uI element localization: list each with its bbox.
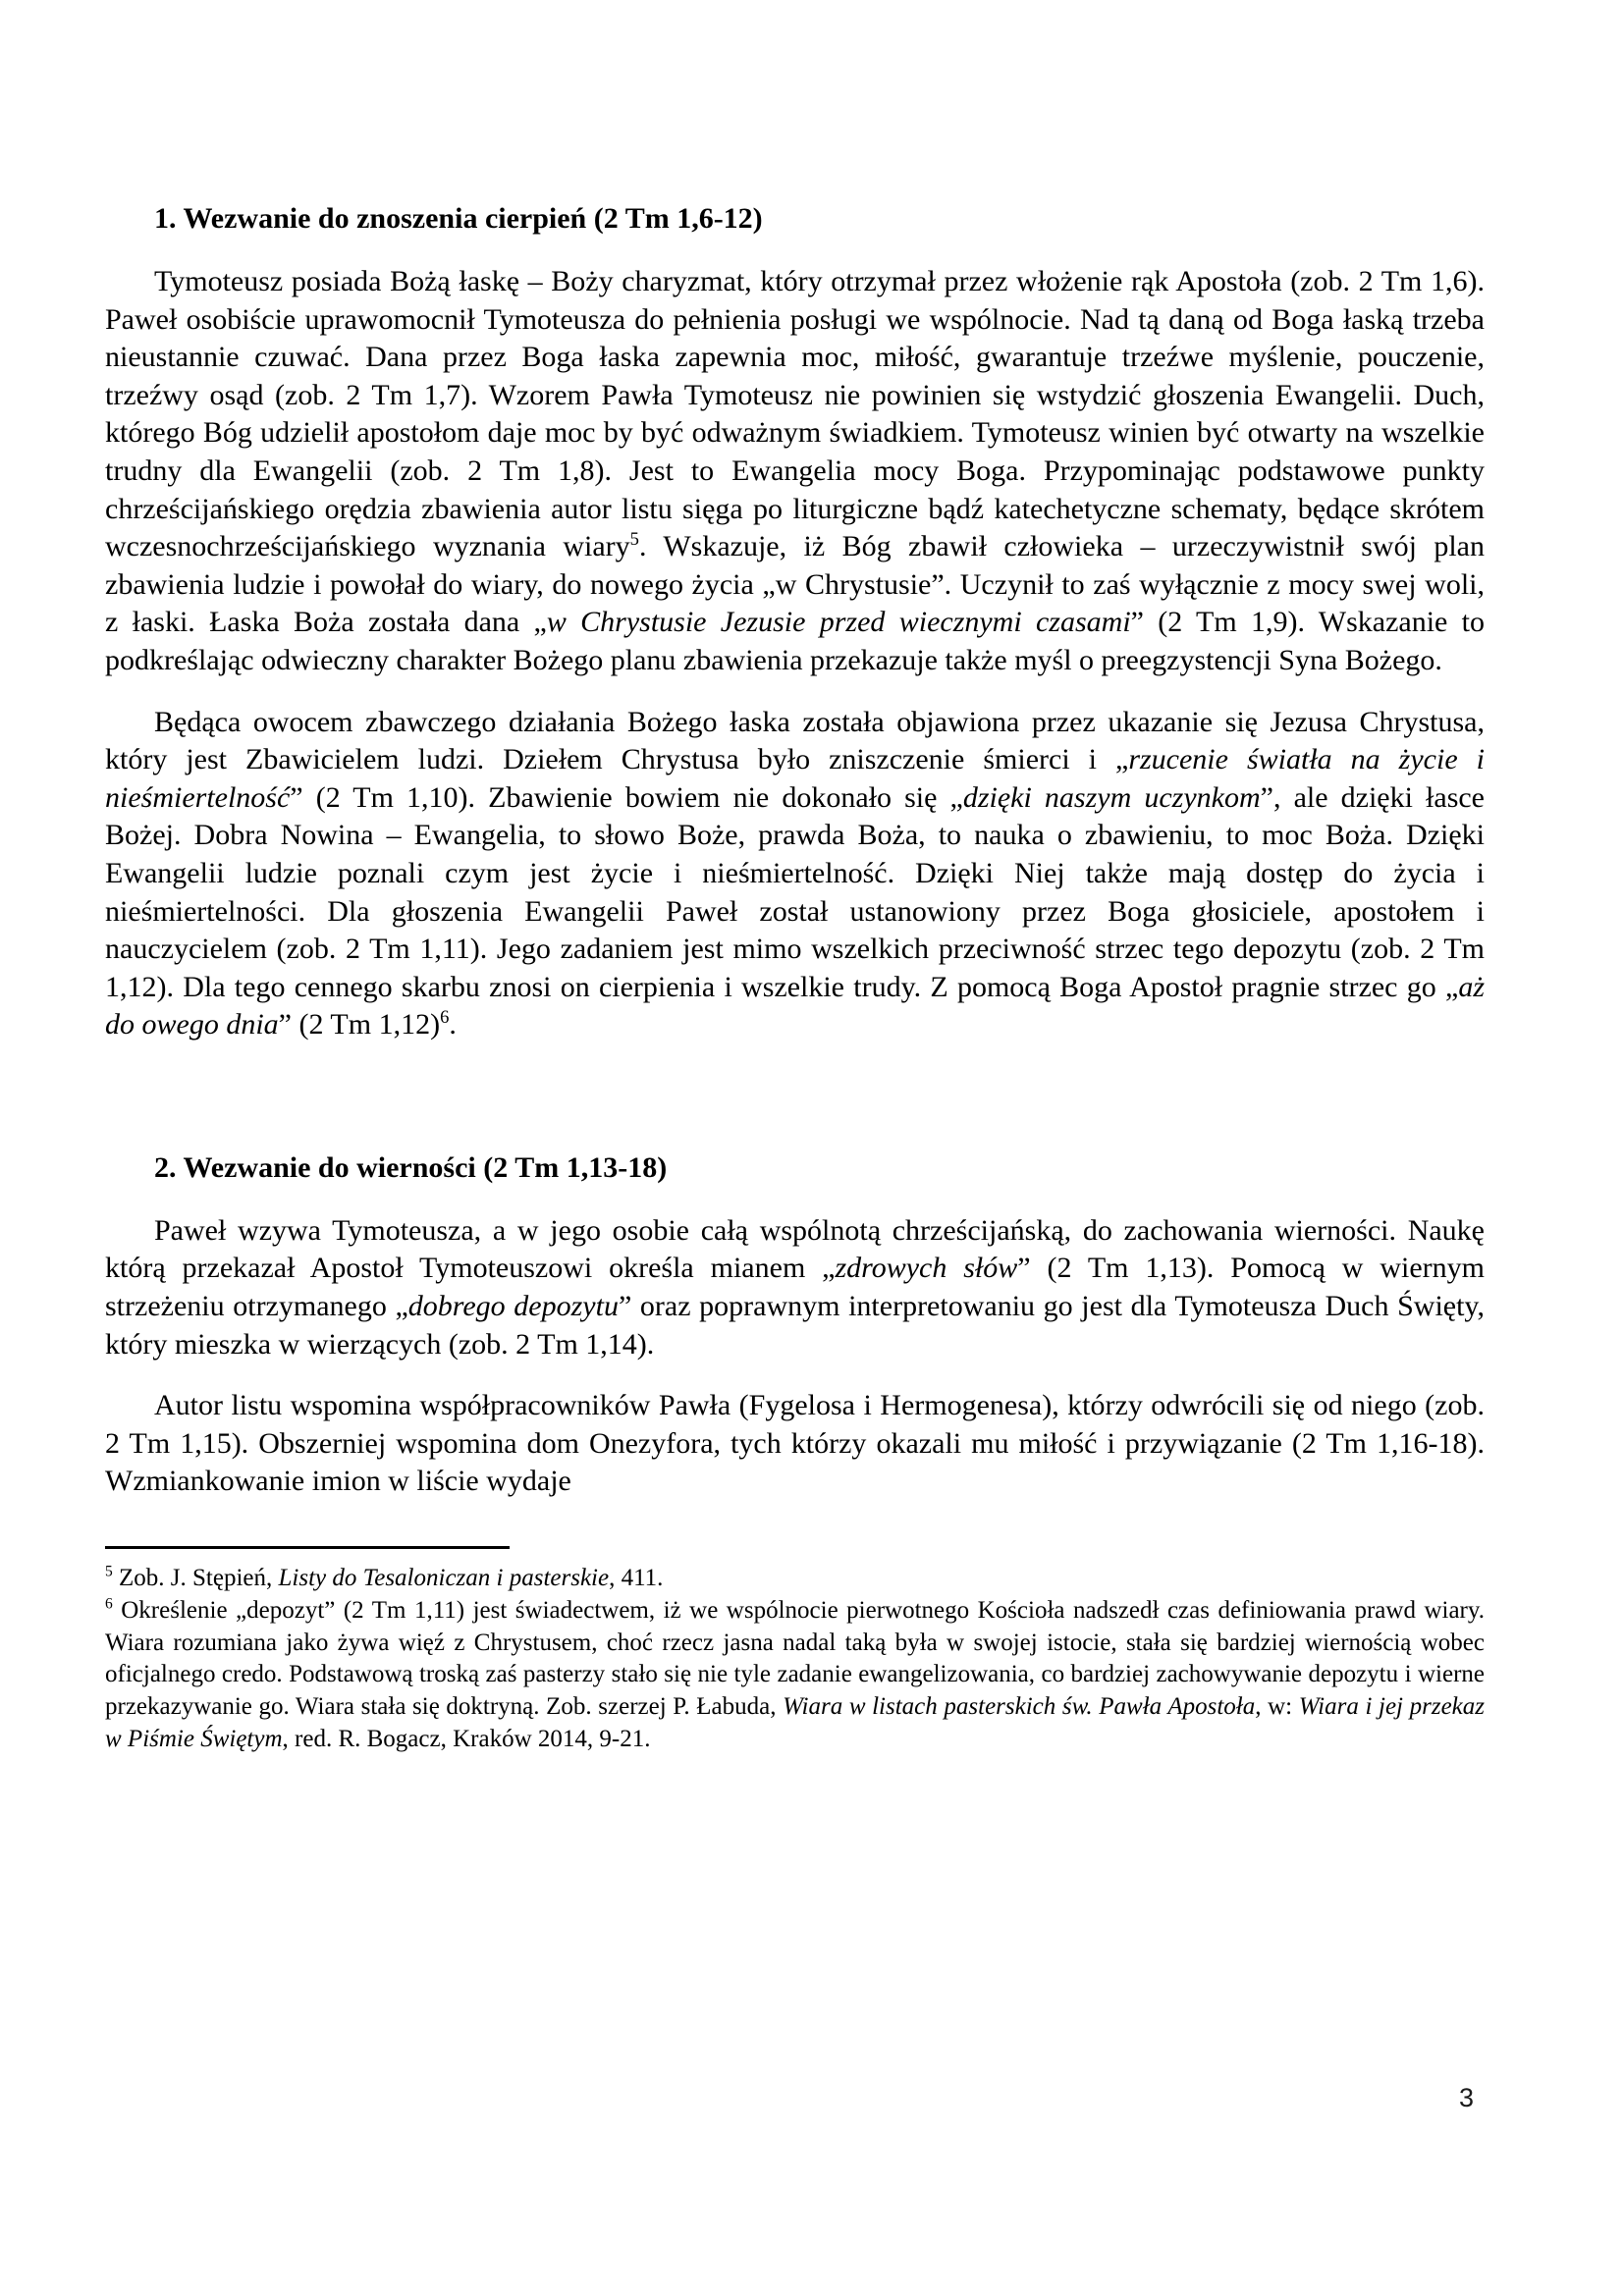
footnote-section: [105, 1546, 1485, 1756]
footnote-reference: 6: [105, 1595, 113, 1613]
text-run: aż do owego dnia: [105, 970, 1485, 1041]
text-run: dzięki naszym uczynkom: [962, 780, 1261, 814]
text-run: .: [449, 1008, 457, 1041]
text-run: , 411.: [609, 1565, 664, 1592]
text-run: Wiara i jej przekaz w Piśmie Świętym: [105, 1693, 1485, 1753]
text-run: ” (2 Tm 1,12): [278, 1008, 441, 1041]
text-run: ” oraz poprawnym interpretowaniu go jest dla Tymoteusza Duch Święty, który mieszka w wierzących (zob. 2 Tm 1,14).: [105, 1290, 1485, 1361]
body-paragraph-3: [105, 1212, 1485, 1363]
section-heading-2: [105, 1148, 1485, 1187]
text-run: 1. Wezwanie do znoszenia cierpień (2 Tm 1,6-12): [154, 202, 763, 235]
footnote-5: [105, 1563, 1485, 1595]
text-run: w Chrystusie Jezusie przed wiecznymi czasami: [546, 606, 1131, 639]
text-run: Będąca owocem zbawczego działania Bożego łaska została objawiona przez ukazanie się Jezusa Chrystusa, który jest Zbawicielem ludzi. Dziełem Chrystusa było zniszczenie śmierci i „: [105, 705, 1485, 776]
body-paragraph-1: [105, 263, 1485, 680]
text-run: Listy do Tesaloniczan i pasterskie: [278, 1565, 610, 1592]
text-run: Zob. J. Stępień,: [112, 1565, 279, 1592]
text-run: , w:: [1255, 1693, 1299, 1721]
text-run: dobrego depozytu: [407, 1290, 619, 1323]
text-run: ” (2 Tm 1,9). Wskazanie to podkreślając odwieczny charakter Bożego planu zbawienia przekazuje także myśl o preegzystencji Syna Bożego.: [105, 606, 1486, 676]
text-run: ” (2 Tm 1,10). Zbawienie bowiem nie dokonało się „: [290, 780, 963, 814]
text-column: [105, 0, 1485, 1756]
text-run: zdrowych słów: [835, 1252, 1018, 1285]
footnote-reference: 5: [629, 529, 639, 551]
footnote-reference: 6: [440, 1007, 450, 1029]
body-paragraph-4: [105, 1387, 1485, 1501]
text-run: ”, ale dzięki łasce Bożej. Dobra Nowina – Ewangelia, to słowo Boże, prawda Boża, to nauka o zbawieniu, to moc Boża. Dzięki Ewangelii ludzie poznali czym jest życie i nieśmiertelność. Dzięki Niej także mają dostęp do życia i nieśmiertelności. Dla głoszenia Ewangelii Paweł został ustanowiony przez Boga głosiciele, apostołem i nauczycielem (zob. 2 Tm 1,11). Jego zadaniem jest mimo wszelkich przeciwność strzec tego depozytu (zob. 2 Tm 1,12). Dla tego cennego skarbu znosi on cierpienia i wszelkie trudy. Z pomocą Boga Apostoł pragnie strzec go „: [105, 780, 1486, 1003]
footnote-separator-rule: [105, 1546, 510, 1549]
text-run: Tymoteusz posiada Bożą łaskę – Boży charyzmat, który otrzymał przez włożenie rąk Apostoła (zob. 2 Tm 1,6). Paweł osobiście uprawomocnił Tymoteusza do pełnienia posługi we wspólnocie. Nad tą daną od Boga łaską trzeba nieustannie czuwać. Dana przez Boga łaska zapewnia moc, miłość, gwarantuje trzeźwe myślenie, pouczenie, trzeźwy osąd (zob. 2 Tm 1,7). Wzorem Pawła Tymoteusz nie powinien się wstydzić głoszenia Ewangelii. Duch, którego Bóg udzielił apostołom daje moc by być odważnym świadkiem. Tymoteusz winien być otwarty na wszelkie trudny dla Ewangelii (zob. 2 Tm 1,8). Jest to Ewangelia mocy Boga. Przypominając podstawowe punkty chrześcijańskiego orędzia zbawienia autor listu sięga po liturgiczne bądź katechetyczne schematy, będące skrótem wczesnochrześcijańskiego wyznania wiary: [105, 265, 1485, 563]
text-run: , red. R. Bogacz, Kraków 2014, 9-21.: [282, 1726, 651, 1753]
text-run: Wiara w listach pasterskich św. Pawła Apostoła: [783, 1693, 1256, 1721]
page-number: 3: [1458, 2083, 1474, 2112]
text-run: Określenie „depozyt” (2 Tm 1,11) jest świadectwem, iż we wspólnocie pierwotnego Kościoła nadszedł czas definiowania prawd wiary. Wiara rozumiana jako żywa więź z Chrystusem, choć rzecz jasna nadal taką była w swojej istocie, stała się bardziej wiernością wobec oficjalnego credo. Podstawową troską zaś pasterzy stało się nie tyle zadanie ewangelizowania, co bardziej zachowywanie depozytu i wierne przekazywanie go. Wiara stała się doktryną. Zob. szerzej P. Łabuda,: [105, 1596, 1485, 1721]
footnote-6: [105, 1595, 1485, 1756]
section-heading-1: [105, 199, 1485, 238]
text-run: ” (2 Tm 1,13). Pomocą w wiernym strzeżeniu otrzymanego „: [105, 1252, 1485, 1323]
text-run: . Wskazuje, iż Bóg zbawił człowieka – urzeczywistnił swój plan zbawienia ludzie i powołał do wiary, do nowego życia „w Chrystusie”. Uczynił to zaś wyłącznie z mocy swej woli, z łaski. Łaska Boża została dana „: [105, 530, 1485, 639]
text-run: 2. Wezwanie do wierności (2 Tm 1,13-18): [154, 1150, 668, 1184]
text-run: rzucenie światła na życie i nieśmiertelność: [105, 743, 1485, 814]
body-paragraph-2: [105, 704, 1485, 1044]
footnote-reference: 5: [105, 1563, 113, 1580]
text-run: Autor listu wspomina współpracowników Pawła (Fygelosa i Hermogenesa), którzy odwrócili się od niego (zob. 2 Tm 1,15). Obszerniej wspomina dom Onezyfora, tych którzy okazali mu miłość i przywiązanie (2 Tm 1,16-18). Wzmiankowanie imion w liście wydaje: [105, 1389, 1485, 1498]
text-run: Paweł wzywa Tymoteusza, a w jego osobie całą wspólnotą chrześcijańską, do zachowania wierności. Naukę którą przekazał Apostoł Tymoteuszowi określa mianem „: [105, 1213, 1485, 1285]
